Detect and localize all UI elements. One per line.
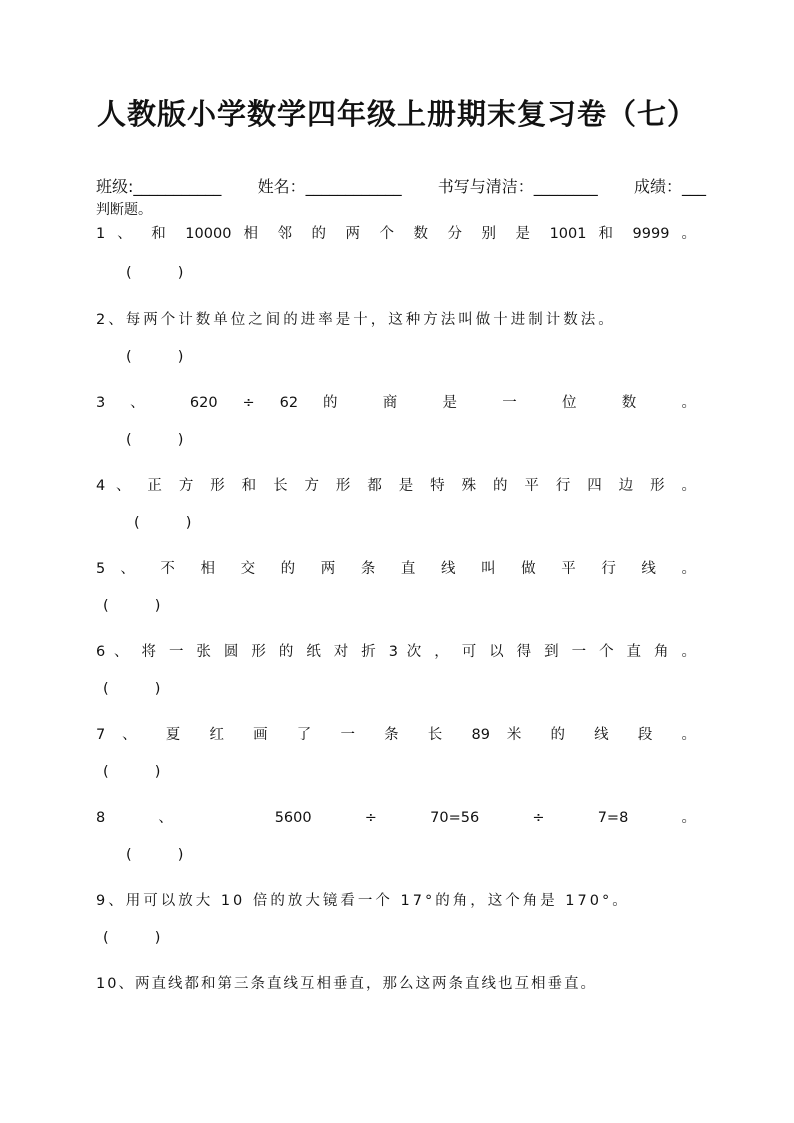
question-7 (96, 723, 696, 744)
answer-bracket-6: ( ) (103, 681, 161, 697)
question-text: 8 、 5600 ÷ 70=56 ÷ 7=8 。 (96, 810, 696, 826)
question-text: 4 、 正 方 形 和 长 方 形 都 是 特 殊 的 平 行 四 边 形 。 (96, 478, 696, 494)
score-field: 成绩：___ (633, 177, 706, 196)
question-9 (96, 889, 696, 910)
question-text: 10、两直线都和第三条直线互相垂直，那么这两条直线也互相垂直。 (96, 976, 597, 992)
answer-bracket-8: ( ) (126, 847, 184, 863)
question-1 (96, 222, 696, 243)
question-6 (96, 640, 696, 661)
section-title: 判断题。 (96, 202, 152, 218)
question-4 (96, 474, 696, 495)
question-text: 5 、 不 相 交 的 两 条 直 线 叫 做 平 行 线 。 (96, 561, 696, 577)
answer-bracket-7: ( ) (103, 764, 161, 780)
question-8 (96, 806, 696, 827)
question-text: 2、每两个计数单位之间的进率是十，这种方法叫做十进制计数法。 (96, 312, 616, 328)
question-2 (96, 308, 696, 329)
answer-bracket-2: ( ) (126, 349, 184, 365)
writing-field: 书写与清洁：________ (437, 177, 598, 196)
question-text: 3 、 620 ÷ 62 的 商 是 一 位 数 。 (96, 395, 696, 411)
answer-bracket-5: ( ) (103, 598, 161, 614)
name-field: 姓名：____________ (257, 177, 402, 196)
answer-bracket-1: ( ) (126, 265, 184, 281)
answer-bracket-4: ( ) (134, 515, 192, 531)
class-field: 班级:___________ (96, 177, 222, 196)
page-title: 人教版小学数学四年级上册期末复习卷（七） (96, 97, 697, 131)
answer-bracket-9: ( ) (103, 930, 161, 946)
question-5 (96, 557, 696, 578)
answer-bracket-3: ( ) (126, 432, 184, 448)
question-text: 9、用可以放大 10 倍的放大镜看一个 17°的角，这个角是 170°。 (96, 893, 630, 909)
question-text: 6 、 将 一 张 圆 形 的 纸 对 折 3 次 ， 可 以 得 到 一 个 直 角 。 (96, 644, 696, 660)
question-10 (96, 972, 696, 993)
question-3 (96, 391, 696, 412)
question-text: 1 、 和 10000 相 邻 的 两 个 数 分 别 是 1001 和 9999 。 (96, 226, 696, 242)
student-info-row (96, 174, 706, 197)
question-text: 7 、 夏 红 画 了 一 条 长 89 米 的 线 段 。 (96, 727, 696, 743)
